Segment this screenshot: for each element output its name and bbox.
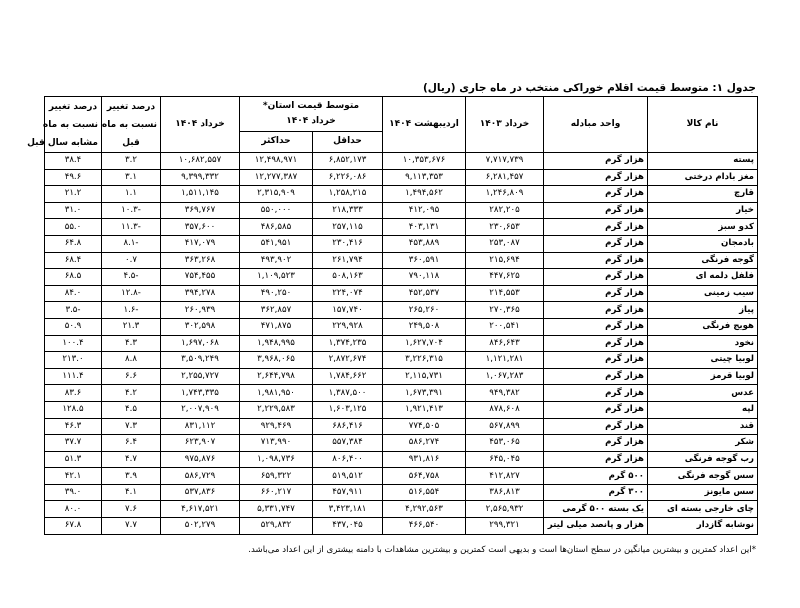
price-max: ۵,۳۳۱,۷۴۷ <box>240 501 313 518</box>
price-khordad1404: ۱,۷۴۳,۳۳۵ <box>161 385 240 402</box>
table-row <box>45 352 758 369</box>
price-khordad1403: ۲۱۴,۵۵۳ <box>466 285 544 302</box>
price-khordad1404: ۷۵۴,۴۵۵ <box>161 269 240 286</box>
price-ordibehesht1404: ۳۶۰,۵۹۱ <box>383 252 466 269</box>
price-khordad1403: ۲۷۰,۳۶۵ <box>466 302 544 319</box>
price-ordibehesht1404: ۲۶۵,۲۶۰ <box>383 302 466 319</box>
price-min: ۴۳۷,۰۴۵ <box>313 518 383 535</box>
price-min: ۶,۸۵۲,۱۷۳ <box>313 153 383 170</box>
item-unit: هزار گرم <box>544 153 648 170</box>
header-max: حداکثر <box>240 131 313 152</box>
price-khordad1403: ۶,۲۸۱,۴۵۷ <box>466 169 544 186</box>
table-row <box>45 219 758 236</box>
price-ordibehesht1404: ۱,۴۹۴,۵۶۲ <box>383 186 466 203</box>
header-khordad1404: خرداد ۱۴۰۴ <box>161 97 240 153</box>
change-year: ۶۸.۴ <box>45 252 102 269</box>
change-prev-month: ۴.۷ <box>102 451 161 468</box>
header-chg-prev-month-line1: درصد تغییر <box>106 101 156 112</box>
item-unit: ۳۰۰ گرم <box>544 484 648 501</box>
price-khordad1404: ۵۸۶,۷۲۹ <box>161 468 240 485</box>
price-min: ۸۰۶,۴۰۰ <box>313 451 383 468</box>
header-chg-year-line3: مشابه سال قبل <box>27 137 98 148</box>
item-unit: هزار گرم <box>544 202 648 219</box>
price-khordad1403: ۲۸۲,۲۰۵ <box>466 202 544 219</box>
change-year: ۲۱.۲ <box>45 186 102 203</box>
price-khordad1403: ۲۰۰,۵۴۱ <box>466 318 544 335</box>
price-max: ۱۲,۴۹۸,۹۷۱ <box>240 153 313 170</box>
change-prev-month: ۲۱.۳ <box>102 318 161 335</box>
price-khordad1404: ۱,۶۹۷,۰۶۸ <box>161 335 240 352</box>
price-khordad1404: ۴۱۷,۰۷۹ <box>161 235 240 252</box>
item-unit: هزار گرم <box>544 418 648 435</box>
price-ordibehesht1404: ۹۳۱,۸۱۶ <box>383 451 466 468</box>
header-khordad1403: خرداد ۱۴۰۳ <box>466 97 544 153</box>
table-body <box>45 153 758 535</box>
item-name: قارچ <box>648 186 758 203</box>
price-max: ۱,۰۹۸,۷۳۶ <box>240 451 313 468</box>
price-khordad1403: ۲۵۳,۰۸۷ <box>466 235 544 252</box>
header-avg-group-title: متوسط قیمت استان* <box>262 100 360 111</box>
price-ordibehesht1404: ۴۰۳,۱۳۱ <box>383 219 466 236</box>
price-khordad1404: ۶۲۳,۹۰۷ <box>161 435 240 452</box>
item-unit: هزار گرم <box>544 269 648 286</box>
price-max: ۴۸۶,۵۸۵ <box>240 219 313 236</box>
price-ordibehesht1404: ۵۶۴,۷۵۸ <box>383 468 466 485</box>
price-min: ۲۶۱,۷۹۴ <box>313 252 383 269</box>
price-khordad1404: ۴,۶۱۷,۵۲۱ <box>161 501 240 518</box>
change-year: ۵۰.۹ <box>45 318 102 335</box>
price-khordad1403: ۲,۵۶۵,۹۳۲ <box>466 501 544 518</box>
price-ordibehesht1404: ۱۰,۳۵۳,۶۷۶ <box>383 153 466 170</box>
price-ordibehesht1404: ۴,۲۹۲,۵۶۳ <box>383 501 466 518</box>
price-khordad1403: ۴۱۲,۸۲۷ <box>466 468 544 485</box>
item-name: لوبیا قرمز <box>648 368 758 385</box>
price-khordad1404: ۳۶۳,۲۶۸ <box>161 252 240 269</box>
item-name: شکر <box>648 435 758 452</box>
item-unit: هزار گرم <box>544 235 648 252</box>
item-unit: ۵۰۰ گرم <box>544 468 648 485</box>
price-max: ۳,۹۶۸,۰۶۵ <box>240 352 313 369</box>
price-ordibehesht1404: ۴۵۳,۸۸۹ <box>383 235 466 252</box>
price-khordad1403: ۱,۰۶۷,۲۸۳ <box>466 368 544 385</box>
price-khordad1403: ۴۴۷,۶۲۵ <box>466 269 544 286</box>
header-ordibehesht1404: اردیبهشت ۱۴۰۴ <box>383 97 466 153</box>
change-year: ۶۸.۵ <box>45 269 102 286</box>
item-name: لپه <box>648 401 758 418</box>
price-khordad1403: ۵۶۷,۸۹۹ <box>466 418 544 435</box>
change-year: ۱۰۰.۴ <box>45 335 102 352</box>
change-prev-month: ۴.۱ <box>102 484 161 501</box>
item-name: لوبیا چیتی <box>648 352 758 369</box>
table-row <box>45 468 758 485</box>
header-chg-year-line1: درصد تغییر <box>48 101 98 112</box>
table-row <box>45 418 758 435</box>
table-row <box>45 235 758 252</box>
item-name: نوشابه گازدار <box>648 518 758 535</box>
price-max: ۷۱۳,۹۹۰ <box>240 435 313 452</box>
item-name: چای خارجی بسته ای <box>648 501 758 518</box>
change-prev-month: -۴.۵ <box>102 269 161 286</box>
change-prev-month: ۳.۹ <box>102 468 161 485</box>
price-min: ۱,۲۵۸,۲۱۵ <box>313 186 383 203</box>
price-min: ۵۱۹,۵۱۲ <box>313 468 383 485</box>
price-khordad1404: ۳,۵۰۹,۲۴۹ <box>161 352 240 369</box>
price-max: ۱۲,۲۷۷,۳۸۷ <box>240 169 313 186</box>
price-khordad1403: ۳۸۶,۸۱۳ <box>466 484 544 501</box>
price-min: ۵۰۸,۱۶۳ <box>313 269 383 286</box>
table-row <box>45 202 758 219</box>
price-table <box>27 96 758 535</box>
price-ordibehesht1404: ۱,۹۲۱,۴۱۳ <box>383 401 466 418</box>
change-year: ۳۸.۴ <box>45 153 102 170</box>
item-name: نخود <box>648 335 758 352</box>
change-year: ۳۱.۰ <box>45 202 102 219</box>
change-year: ۳۷.۷ <box>45 435 102 452</box>
item-unit: هزار گرم <box>544 352 648 369</box>
price-max: ۳۶۲,۸۵۷ <box>240 302 313 319</box>
price-khordad1403: ۶۴۵,۰۴۵ <box>466 451 544 468</box>
item-unit: هزار گرم <box>544 435 648 452</box>
table-row <box>45 451 758 468</box>
price-khordad1403: ۷,۷۱۷,۷۳۹ <box>466 153 544 170</box>
price-khordad1404: ۳۶۹,۷۶۷ <box>161 202 240 219</box>
price-min: ۱۵۷,۷۴۰ <box>313 302 383 319</box>
item-unit: هزار و پانصد میلی لیتر <box>544 518 648 535</box>
table-row <box>45 484 758 501</box>
table-row <box>45 318 758 335</box>
change-prev-month: ۴.۲ <box>102 385 161 402</box>
price-ordibehesht1404: ۷۷۴,۵۰۵ <box>383 418 466 435</box>
price-max: ۴۹۳,۹۰۲ <box>240 252 313 269</box>
change-prev-month: ۰.۷ <box>102 252 161 269</box>
price-min: ۲۲۴,۰۷۴ <box>313 285 383 302</box>
change-prev-month: ۳.۱ <box>102 169 161 186</box>
change-prev-month: ۶.۶ <box>102 368 161 385</box>
change-prev-month: ۳.۲ <box>102 153 161 170</box>
header-avg-group <box>240 97 383 132</box>
price-max: ۵۵۰,۰۰۰ <box>240 202 313 219</box>
price-max: ۲,۶۴۴,۷۹۸ <box>240 368 313 385</box>
price-khordad1403: ۹۴۹,۳۸۲ <box>466 385 544 402</box>
header-unit: واحد مبادله <box>544 97 648 153</box>
price-ordibehesht1404: ۴۶۶,۵۴۰ <box>383 518 466 535</box>
price-max: ۱,۱۰۹,۵۲۳ <box>240 269 313 286</box>
item-unit: هزار گرم <box>544 318 648 335</box>
item-unit: هزار گرم <box>544 186 648 203</box>
change-prev-month: -۸.۱ <box>102 235 161 252</box>
price-min: ۴۵۷,۹۱۱ <box>313 484 383 501</box>
price-min: ۱,۶۰۳,۱۲۵ <box>313 401 383 418</box>
price-khordad1404: ۲,۲۵۵,۷۲۷ <box>161 368 240 385</box>
price-ordibehesht1404: ۲۴۹,۵۰۸ <box>383 318 466 335</box>
change-prev-month: ۴.۳ <box>102 335 161 352</box>
item-name: قند <box>648 418 758 435</box>
item-unit: هزار گرم <box>544 285 648 302</box>
change-year: ۸۳.۶ <box>45 385 102 402</box>
table-row <box>45 501 758 518</box>
footnote: *این اعداد کمترین و بیشترین میانگین در سطح استان‌ها است و بدیهی است کمترین و بیشترین مشاهدات با دامنه بیشتری از این اعداد می‌باشد. <box>248 545 756 555</box>
price-khordad1404: ۳۹۴,۲۷۸ <box>161 285 240 302</box>
change-year: ۶۴.۸ <box>45 235 102 252</box>
price-ordibehesht1404: ۹,۱۱۳,۳۵۳ <box>383 169 466 186</box>
price-ordibehesht1404: ۲,۱۱۵,۷۳۱ <box>383 368 466 385</box>
price-min: ۳,۴۲۳,۱۸۱ <box>313 501 383 518</box>
price-max: ۲,۲۲۹,۵۸۳ <box>240 401 313 418</box>
change-prev-month: ۷.۳ <box>102 418 161 435</box>
price-khordad1404: ۹۷۵,۸۷۶ <box>161 451 240 468</box>
price-max: ۱,۹۴۸,۹۹۵ <box>240 335 313 352</box>
price-khordad1404: ۹,۳۹۹,۳۳۲ <box>161 169 240 186</box>
change-year: ۵۱.۳ <box>45 451 102 468</box>
price-min: ۶۸۶,۴۱۶ <box>313 418 383 435</box>
change-prev-month: -۱۲.۸ <box>102 285 161 302</box>
item-unit: هزار گرم <box>544 169 648 186</box>
item-name: پسته <box>648 153 758 170</box>
item-name: رب گوجه فرنگی <box>648 451 758 468</box>
item-name: کدو سبز <box>648 219 758 236</box>
header-chg-prev-month <box>102 97 161 153</box>
table-row <box>45 252 758 269</box>
item-unit: هزار گرم <box>544 252 648 269</box>
change-prev-month: ۷.۶ <box>102 501 161 518</box>
price-khordad1404: ۲۶۰,۹۳۹ <box>161 302 240 319</box>
price-min: ۲۳۰,۴۱۶ <box>313 235 383 252</box>
price-khordad1404: ۵۳۷,۸۳۶ <box>161 484 240 501</box>
price-ordibehesht1404: ۵۸۶,۲۷۴ <box>383 435 466 452</box>
item-name: فلفل دلمه ای <box>648 269 758 286</box>
item-unit: هزار گرم <box>544 401 648 418</box>
header-chg-prev-month-line2: نسبت به ماه <box>101 119 157 130</box>
price-min: ۶,۲۲۶,۰۸۶ <box>313 169 383 186</box>
price-max: ۴۷۱,۸۷۵ <box>240 318 313 335</box>
price-max: ۵۲۹,۸۳۲ <box>240 518 313 535</box>
price-min: ۱,۳۷۴,۲۳۵ <box>313 335 383 352</box>
item-name: عدس <box>648 385 758 402</box>
table-row <box>45 518 758 535</box>
price-max: ۴۹۰,۲۵۰ <box>240 285 313 302</box>
price-khordad1403: ۲۳۰,۶۵۳ <box>466 219 544 236</box>
change-year: ۱۱۱.۴ <box>45 368 102 385</box>
change-year: ۴۹.۶ <box>45 169 102 186</box>
table-row <box>45 285 758 302</box>
change-year: ۵۵.۰ <box>45 219 102 236</box>
change-year: -۳.۵ <box>45 302 102 319</box>
header-chg-year <box>27 97 102 153</box>
item-name: پیاز <box>648 302 758 319</box>
price-max: ۶۵۹,۳۲۲ <box>240 468 313 485</box>
change-year: ۶۷.۸ <box>45 518 102 535</box>
change-prev-month: ۸.۸ <box>102 352 161 369</box>
price-khordad1403: ۱,۱۲۱,۲۸۱ <box>466 352 544 369</box>
header-name: نام کالا <box>648 97 758 153</box>
price-khordad1404: ۵۰۲,۲۷۹ <box>161 518 240 535</box>
price-khordad1404: ۳۰۲,۵۹۸ <box>161 318 240 335</box>
change-prev-month: -۱۱.۳ <box>102 219 161 236</box>
change-prev-month: ۴.۵ <box>102 401 161 418</box>
item-name: بادمجان <box>648 235 758 252</box>
price-ordibehesht1404: ۷۹۰,۱۱۸ <box>383 269 466 286</box>
price-min: ۲۱۸,۳۳۳ <box>313 202 383 219</box>
change-prev-month: ۷.۷ <box>102 518 161 535</box>
table-row <box>45 153 758 170</box>
table-row <box>45 169 758 186</box>
item-name: مغز بادام درختی <box>648 169 758 186</box>
item-unit: هزار گرم <box>544 219 648 236</box>
item-name: خیار <box>648 202 758 219</box>
price-max: ۲,۳۱۵,۹۰۹ <box>240 186 313 203</box>
price-khordad1404: ۲,۰۰۷,۹۰۹ <box>161 401 240 418</box>
change-year: ۸۰.۰ <box>45 501 102 518</box>
price-min: ۲۵۷,۱۱۵ <box>313 219 383 236</box>
change-year: ۲۱۳.۰ <box>45 352 102 369</box>
header-chg-year-line2: نسبت به ماه <box>42 119 98 130</box>
item-name: سیب زمینی <box>648 285 758 302</box>
table-row <box>45 368 758 385</box>
change-year: ۴۶.۳ <box>45 418 102 435</box>
table-row <box>45 335 758 352</box>
item-name: هویج فرنگی <box>648 318 758 335</box>
price-max: ۶۶۰,۲۱۷ <box>240 484 313 501</box>
price-min: ۲۲۹,۹۲۸ <box>313 318 383 335</box>
item-unit: هزار گرم <box>544 302 648 319</box>
change-prev-month: ۱.۱ <box>102 186 161 203</box>
price-khordad1403: ۸۷۸,۶۰۸ <box>466 401 544 418</box>
item-name: سس گوجه فرنگی <box>648 468 758 485</box>
item-unit: هزار گرم <box>544 368 648 385</box>
table-row <box>45 401 758 418</box>
change-prev-month: ۶.۴ <box>102 435 161 452</box>
price-khordad1403: ۲۱۵,۶۹۴ <box>466 252 544 269</box>
price-khordad1403: ۸۴۶,۶۴۳ <box>466 335 544 352</box>
change-year: ۸۴.۰ <box>45 285 102 302</box>
price-ordibehesht1404: ۱,۶۲۷,۷۰۴ <box>383 335 466 352</box>
change-year: ۳۹.۰ <box>45 484 102 501</box>
item-name: گوجه فرنگی <box>648 252 758 269</box>
table-row <box>45 435 758 452</box>
table-row <box>45 186 758 203</box>
price-khordad1404: ۸۳۱,۱۱۲ <box>161 418 240 435</box>
header-avg-group-sub: خرداد ۱۴۰۴ <box>286 115 336 126</box>
price-min: ۵۵۷,۳۸۴ <box>313 435 383 452</box>
item-unit: یک بسته ۵۰۰ گرمی <box>544 501 648 518</box>
price-ordibehesht1404: ۱,۶۷۳,۳۹۱ <box>383 385 466 402</box>
price-max: ۱,۹۸۱,۹۵۰ <box>240 385 313 402</box>
price-ordibehesht1404: ۵۱۶,۵۵۴ <box>383 484 466 501</box>
table-row <box>45 302 758 319</box>
change-year: ۴۲.۱ <box>45 468 102 485</box>
price-khordad1403: ۴۵۳,۰۶۵ <box>466 435 544 452</box>
item-unit: هزار گرم <box>544 335 648 352</box>
header-min: حداقل <box>313 131 383 152</box>
price-max: ۹۲۹,۴۶۹ <box>240 418 313 435</box>
item-name: سس مایونز <box>648 484 758 501</box>
price-ordibehesht1404: ۴۵۲,۵۳۷ <box>383 285 466 302</box>
change-prev-month: -۱۰.۳ <box>102 202 161 219</box>
header-chg-prev-month-line3: قبل <box>122 137 140 148</box>
price-ordibehesht1404: ۳,۲۲۶,۳۱۵ <box>383 352 466 369</box>
price-khordad1404: ۱۰,۶۸۲,۵۵۷ <box>161 153 240 170</box>
price-khordad1403: ۱,۲۴۶,۸۰۹ <box>466 186 544 203</box>
price-khordad1403: ۲۹۹,۳۲۱ <box>466 518 544 535</box>
item-unit: هزار گرم <box>544 385 648 402</box>
price-min: ۱,۷۸۴,۶۶۲ <box>313 368 383 385</box>
price-khordad1404: ۳۵۷,۶۰۰ <box>161 219 240 236</box>
item-unit: هزار گرم <box>544 451 648 468</box>
table-title: جدول ۱: متوسط قیمت اقلام خوراکی منتخب در ماه جاری (ریال) <box>422 82 756 94</box>
price-min: ۲,۸۷۲,۶۷۴ <box>313 352 383 369</box>
price-max: ۵۴۱,۹۵۱ <box>240 235 313 252</box>
table-row <box>45 385 758 402</box>
price-ordibehesht1404: ۴۱۲,۰۹۵ <box>383 202 466 219</box>
price-khordad1404: ۱,۵۱۱,۱۴۵ <box>161 186 240 203</box>
change-year: ۱۲۸.۵ <box>45 401 102 418</box>
table-row <box>45 269 758 286</box>
change-prev-month: -۱.۶ <box>102 302 161 319</box>
price-min: ۱,۳۸۷,۵۰۰ <box>313 385 383 402</box>
